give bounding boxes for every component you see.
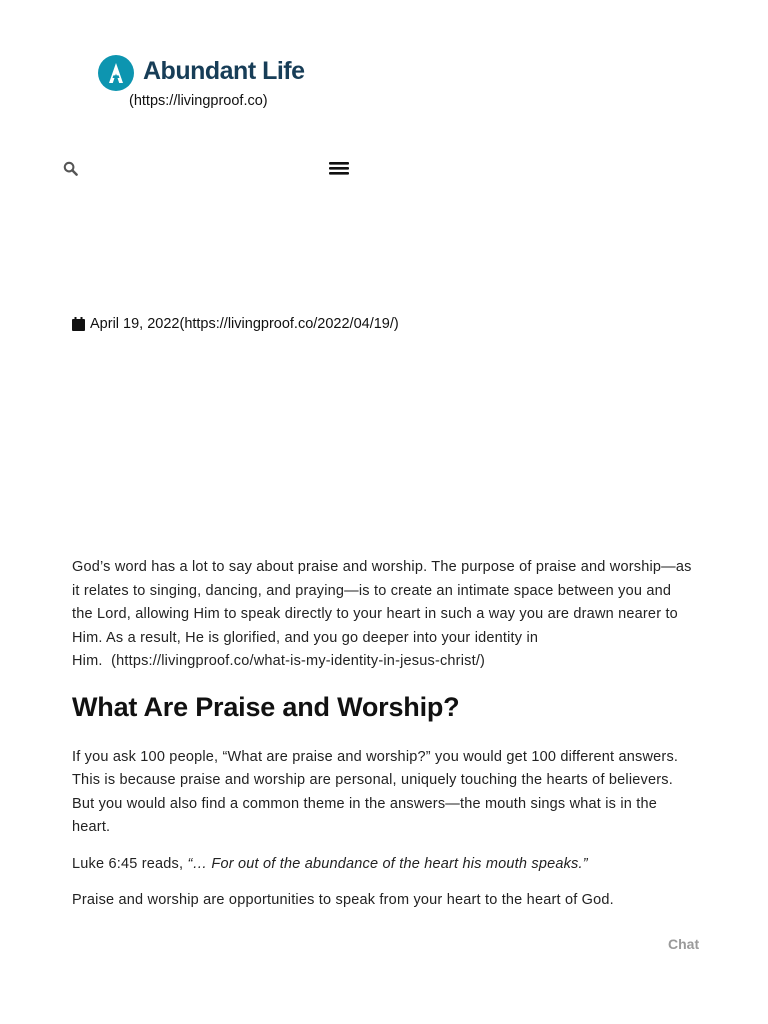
- logo-mark-icon: [98, 55, 134, 91]
- scripture-quote: “… For out of the abundance of the heart his mouth speaks.”: [187, 855, 588, 872]
- logo-home-link[interactable]: (https://livingproof.co): [129, 93, 268, 109]
- section-heading: What Are Praise and Worship?: [72, 691, 460, 722]
- identity-article-link[interactable]: (https://livingproof.co/what-is-my-identity-in-jesus-christ/): [111, 653, 486, 669]
- calendar-icon: [72, 317, 85, 331]
- search-icon[interactable]: [63, 161, 78, 176]
- site-logo[interactable]: [98, 54, 328, 114]
- logo-text: Abundant Life: [143, 57, 305, 85]
- post-date-meta: [72, 316, 399, 332]
- intro-paragraph: [72, 556, 696, 674]
- scripture-reference: Luke 6:45 reads,: [72, 855, 184, 872]
- chat-button[interactable]: Chat: [668, 936, 700, 952]
- paragraph-praise-definition: If you ask 100 people, “What are praise and worship?” you would get 100 different answers. This is because praise and worship are personal, uniquely touching the hearts of believers. But you would also find a common theme in the answers—the mouth sings what is in the heart.: [72, 748, 679, 835]
- article-body: [72, 556, 696, 913]
- scripture-paragraph: [72, 853, 696, 877]
- post-date: April 19, 2022: [90, 316, 180, 332]
- paragraph-opportunities: Praise and worship are opportunities to speak from your heart to the heart of God.: [72, 892, 614, 908]
- post-date-link[interactable]: (https://livingproof.co/2022/04/19/): [179, 316, 399, 332]
- intro-text: God’s word has a lot to say about praise and worship. The purpose of praise and worship—as it relates to singing, dancing, and praying—is to create an intimate space between you and the Lord, allowing Him to speak directly to your heart in such a way you are drawn nearer to Him. As a result, He is glorified, and you go deeper into your identity in Him.: [72, 559, 692, 669]
- hamburger-menu-icon[interactable]: [329, 159, 349, 177]
